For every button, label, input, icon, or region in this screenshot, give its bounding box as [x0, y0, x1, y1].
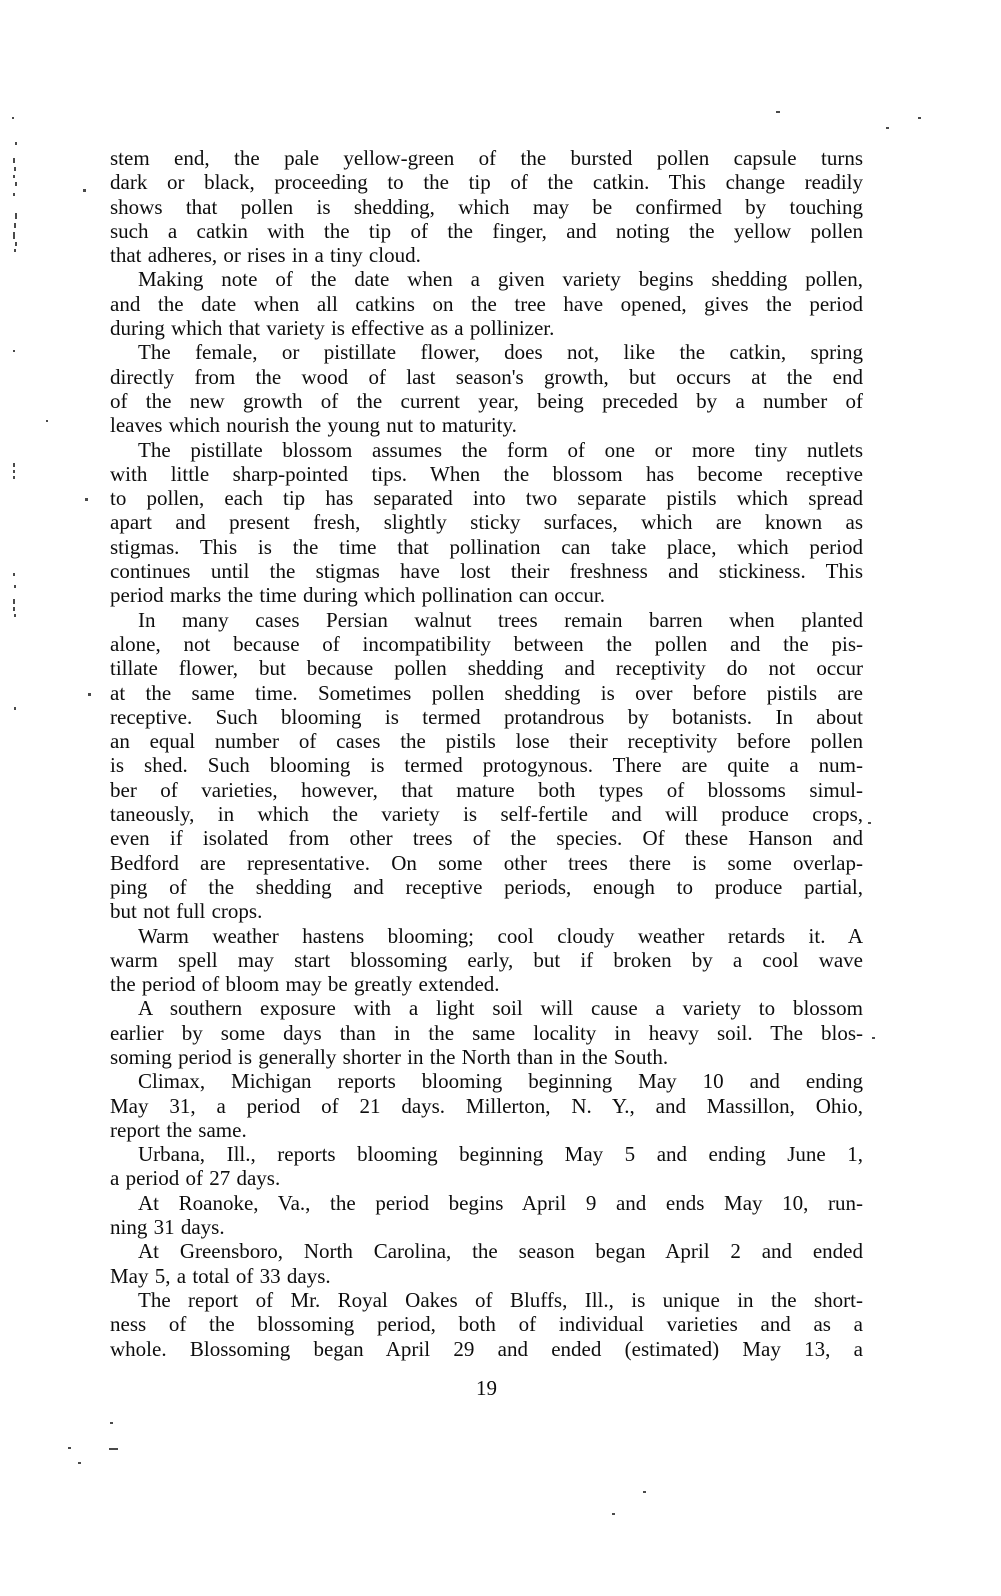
- text-line: alone, not because of incompatibility between the pollen and the pis-: [110, 631, 863, 656]
- scan-speck: [13, 350, 15, 352]
- paragraph: [110, 924, 863, 997]
- text-line: during which that variety is effective as a pollinizer.: [110, 316, 555, 341]
- text-line: In many cases Persian walnut trees remain barren when planted: [138, 607, 863, 632]
- paragraph: [110, 340, 863, 437]
- text-line: at the same time. Sometimes pollen shedding is over before pistils are: [110, 680, 863, 705]
- scan-speck: [14, 249, 16, 252]
- text-line: Making note of the date when a given variety begins shedding pollen,: [138, 267, 863, 292]
- text-line: ness of the blossoming period, both of individual varieties and as a: [110, 1312, 863, 1337]
- text-line: even if isolated from other trees of the species. Of these Hanson and: [110, 826, 863, 851]
- scan-speck: [46, 420, 48, 422]
- text-line: report the same.: [110, 1117, 247, 1142]
- text-line: leaves which nourish the young nut to maturity.: [110, 413, 517, 438]
- scan-speck: [13, 175, 15, 178]
- scan-speck: [886, 127, 889, 129]
- scan-speck: [868, 822, 871, 824]
- text-line: continues until the stigmas have lost their freshness and stickiness. This: [110, 559, 863, 584]
- text-line: to pollen, each tip has separated into two separate pistils which spread: [110, 486, 863, 511]
- scan-speck: [110, 1422, 113, 1424]
- scan-speck: [13, 607, 15, 611]
- paragraph: [110, 267, 863, 340]
- text-line: At Roanoke, Va., the period begins April 9 and ends May 10, run-: [138, 1190, 863, 1215]
- text-column: [110, 146, 863, 1361]
- scan-speck: [14, 223, 16, 228]
- text-line: the period of bloom may be greatly extended.: [110, 972, 500, 997]
- paragraph: [110, 438, 863, 608]
- scan-speck: [78, 1462, 81, 1464]
- text-line: shows that pollen is shedding, which may be confirmed by touching: [110, 194, 863, 219]
- scan-speck: [88, 693, 91, 696]
- text-line: an equal number of cases the pistils lose their receptivity before pollen: [110, 729, 863, 754]
- scan-speck: [13, 193, 15, 196]
- text-line: The report of Mr. Royal Oakes of Bluffs, Ill., is unique in the short-: [138, 1287, 863, 1312]
- scan-speck: [15, 242, 17, 246]
- scan-speck: [15, 142, 17, 145]
- scan-speck: [13, 599, 15, 604]
- text-line: stigmas. This is the time that pollination can take place, which period: [110, 534, 863, 559]
- text-line: ber of varieties, however, that mature both types of blossoms simul-: [110, 777, 863, 802]
- text-line: whole. Blossoming began April 29 and ended (estimated) May 13, a: [110, 1336, 863, 1361]
- scan-speck: [13, 158, 15, 163]
- text-line: apart and present fresh, slightly sticky surfaces, which are known as: [110, 510, 863, 535]
- scan-speck: [15, 182, 17, 186]
- text-line: The pistillate blossom assumes the form of one or more tiny nutlets: [138, 437, 863, 462]
- paragraph: [110, 1069, 863, 1142]
- paragraph: [110, 996, 863, 1069]
- text-line: stem end, the pale yellow-green of the bursted pollen capsule turns: [110, 146, 863, 170]
- scan-speck: [68, 1447, 71, 1449]
- text-line: soming period is generally shorter in the North than in the South.: [110, 1044, 669, 1069]
- text-line: Climax, Michigan reports blooming beginning May 10 and ending: [138, 1069, 863, 1094]
- text-line: ping of the shedding and receptive periods, enough to produce partial,: [110, 874, 863, 899]
- text-line: such a catkin with the tip of the finger, and noting the yellow pollen: [110, 218, 863, 243]
- text-line: ning 31 days.: [110, 1215, 225, 1240]
- text-line: that adheres, or rises in a tiny cloud.: [110, 243, 421, 268]
- scan-speck: [14, 585, 16, 588]
- paragraph: [110, 608, 863, 924]
- scan-speck: [918, 117, 921, 119]
- text-line: At Greensboro, North Carolina, the season began April 2 and ended: [138, 1239, 863, 1264]
- text-line: dark or black, proceeding to the tip of the catkin. This change readily: [110, 170, 863, 195]
- text-line: Warm weather hastens blooming; cool cloudy weather retards it. A: [138, 923, 863, 948]
- text-line: taneously, in which the variety is self-fertile and will produce crops,: [110, 802, 863, 827]
- text-line: but not full crops.: [110, 899, 263, 924]
- text-line: tillate flower, but because pollen shedding and receptivity do not occur: [110, 656, 863, 681]
- scan-speck: [15, 213, 17, 219]
- paragraph: [110, 1142, 863, 1191]
- text-line: Bedford are representative. On some other trees there is some overlap-: [110, 850, 863, 875]
- scan-speck: [13, 463, 15, 467]
- text-line: of the new growth of the current year, being preceded by a number of: [110, 388, 863, 413]
- scan-speck: [643, 1491, 646, 1493]
- text-line: and the date when all catkins on the tree have opened, gives the period: [110, 291, 863, 316]
- text-line: receptive. Such blooming is termed protandrous by botanists. In about: [110, 704, 863, 729]
- scan-speck: [14, 167, 16, 171]
- paragraph: [110, 1288, 863, 1361]
- text-line: Urbana, Ill., reports blooming beginning May 5 and ending June 1,: [138, 1142, 863, 1167]
- scan-speck: [13, 476, 15, 479]
- scan-speck: [612, 1513, 615, 1515]
- scan-speck: [13, 573, 15, 576]
- paragraph: [110, 1239, 863, 1288]
- text-line: is shed. Such blooming is termed protogynous. There are quite a num-: [110, 753, 863, 778]
- text-line: period marks the time during which pollination can occur.: [110, 583, 605, 608]
- scan-speck: [872, 1037, 875, 1039]
- scan-speck: [13, 470, 15, 473]
- scan-speck: [776, 111, 780, 113]
- scan-speck: [85, 498, 88, 501]
- page-number: 19: [476, 1376, 497, 1400]
- scan-speck: [109, 1448, 118, 1450]
- text-line: directly from the wood of last season's growth, but occurs at the end: [110, 364, 863, 389]
- text-line: May 5, a total of 33 days.: [110, 1263, 331, 1288]
- text-line: May 31, a period of 21 days. Millerton, N. Y., and Massillon, Ohio,: [110, 1093, 863, 1118]
- text-line: The female, or pistillate flower, does not, like the catkin, spring: [138, 340, 863, 365]
- scan-speck: [14, 707, 16, 710]
- scan-speck: [13, 232, 15, 239]
- text-line: earlier by some days than in the same locality in heavy soil. The blos-: [110, 1020, 863, 1045]
- text-line: a period of 27 days.: [110, 1166, 281, 1191]
- text-line: warm spell may start blossoming early, but if broken by a cool wave: [110, 947, 863, 972]
- scan-speck: [83, 189, 86, 192]
- text-line: with little sharp-pointed tips. When the blossom has become receptive: [110, 461, 863, 486]
- scan-speck: [12, 117, 14, 119]
- scan-speck: [14, 614, 16, 617]
- paragraph: [110, 146, 863, 267]
- paragraph: [110, 1191, 863, 1240]
- text-line: A southern exposure with a light soil will cause a variety to blossom: [138, 996, 863, 1021]
